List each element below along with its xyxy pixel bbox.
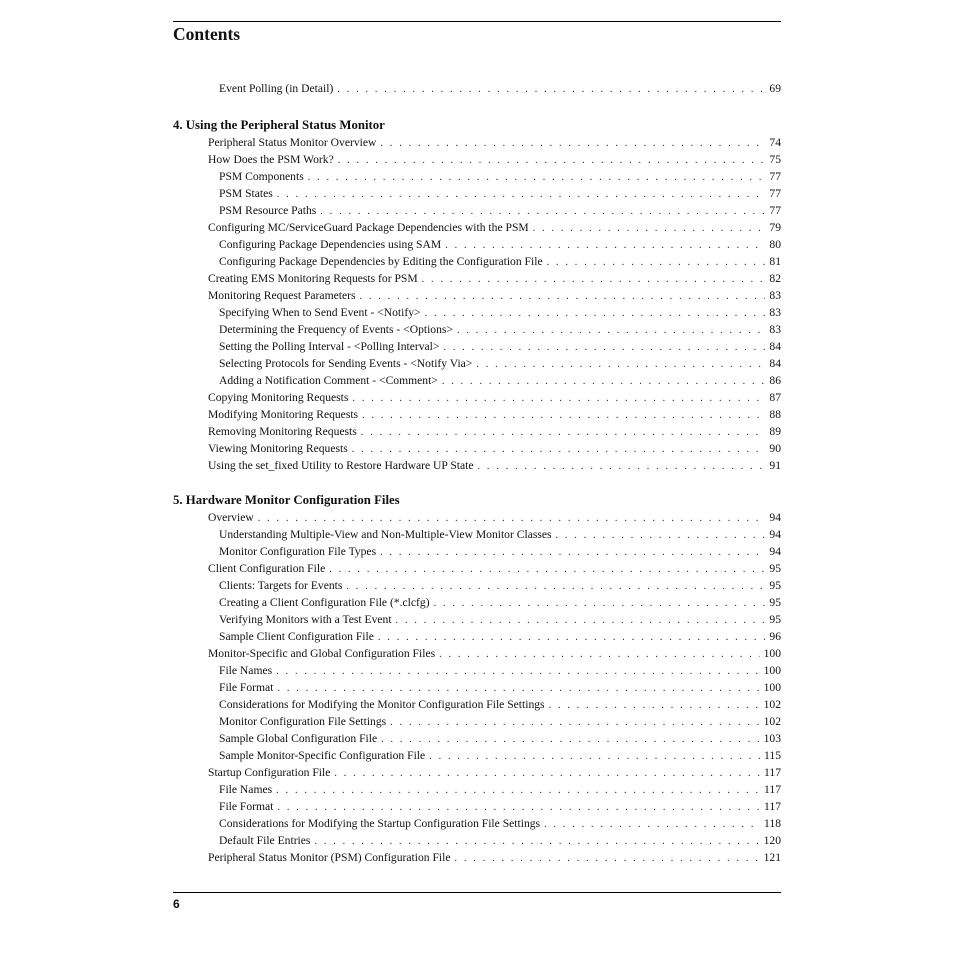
- toc-entry[interactable]: [173, 321, 781, 338]
- dot-leader: [443, 339, 765, 356]
- toc-entry-page: 117: [764, 800, 781, 813]
- toc-entry[interactable]: [173, 764, 781, 781]
- toc-entry-title: File Names: [219, 783, 273, 796]
- toc-entry[interactable]: [173, 696, 781, 713]
- toc-entry-page: 69: [769, 82, 781, 95]
- dot-leader: [378, 629, 766, 646]
- toc-entry[interactable]: [173, 526, 781, 543]
- toc-entry-title: Overview: [208, 511, 254, 524]
- dot-leader: [381, 731, 760, 748]
- toc-entry-page: 84: [769, 340, 781, 353]
- toc-entry[interactable]: [173, 645, 781, 662]
- toc-entry-title: Setting the Polling Interval - <Polling Interval>: [219, 340, 440, 353]
- dot-leader: [556, 527, 766, 544]
- toc-entry-title: Considerations for Modifying the Monitor Configuration File Settings: [219, 698, 545, 711]
- toc-entry[interactable]: [173, 509, 781, 526]
- toc-entry-title: Event Polling (in Detail): [219, 82, 334, 95]
- toc-entry[interactable]: [173, 543, 781, 560]
- toc-entry[interactable]: [173, 287, 781, 304]
- toc-entry-page: 81: [769, 255, 781, 268]
- toc-entry[interactable]: [173, 440, 781, 457]
- toc-entry-title: Peripheral Status Monitor (PSM) Configuration File: [208, 851, 451, 864]
- toc-entry-title: Client Configuration File: [208, 562, 326, 575]
- toc-entry[interactable]: [173, 781, 781, 798]
- toc-entry[interactable]: [173, 168, 781, 185]
- toc-entry-page: 100: [763, 681, 781, 694]
- toc-entry-title: Considerations for Modifying the Startup Configuration File Settings: [219, 817, 541, 830]
- toc-entry[interactable]: [173, 219, 781, 236]
- toc-entry-title: Adding a Notification Comment - <Comment>: [219, 374, 438, 387]
- toc-entry-page: 121: [763, 851, 781, 864]
- dot-leader: [434, 595, 766, 612]
- toc-entry-title: Configuring MC/ServiceGuard Package Dependencies with the PSM: [208, 221, 529, 234]
- dot-leader: [276, 782, 760, 799]
- toc-entry-title: Startup Configuration File: [208, 766, 331, 779]
- dot-leader: [457, 322, 765, 339]
- dot-leader: [308, 169, 766, 186]
- toc-entry-title: Creating a Client Configuration File (*.clcfg): [219, 596, 430, 609]
- toc-entry-page: 95: [769, 613, 781, 626]
- toc-entry[interactable]: [173, 457, 781, 474]
- toc-entry[interactable]: [173, 372, 781, 389]
- dot-leader: [390, 714, 759, 731]
- dot-leader: [277, 799, 760, 816]
- toc-entry-title: File Names: [219, 664, 273, 677]
- chapter-heading[interactable]: 4. Using the Peripheral Status Monitor: [173, 118, 385, 132]
- toc-entry[interactable]: [173, 80, 781, 97]
- toc-entry-page: 86: [769, 374, 781, 387]
- toc-entry[interactable]: [173, 406, 781, 423]
- toc-entry-title: PSM States: [219, 187, 273, 200]
- toc-entry-page: 83: [769, 289, 781, 302]
- dot-leader: [334, 765, 760, 782]
- toc-entry[interactable]: [173, 628, 781, 645]
- toc-entry-title: Viewing Monitoring Requests: [208, 442, 348, 455]
- dot-leader: [544, 816, 760, 833]
- toc-entry-page: 74: [769, 136, 781, 149]
- dot-leader: [547, 254, 766, 271]
- toc-entry[interactable]: [173, 713, 781, 730]
- dot-leader: [439, 646, 760, 663]
- toc-entry[interactable]: [173, 798, 781, 815]
- chapter-4-entries: [173, 134, 781, 474]
- toc-entry[interactable]: [173, 849, 781, 866]
- dot-leader: [277, 186, 766, 203]
- toc-entry-title: Verifying Monitors with a Test Event: [219, 613, 392, 626]
- dot-leader: [352, 390, 765, 407]
- toc-entry-title: Monitor Configuration File Settings: [219, 715, 387, 728]
- toc-entry-title: Clients: Targets for Events: [219, 579, 343, 592]
- toc-entry-title: PSM Resource Paths: [219, 204, 317, 217]
- header-rule: [173, 21, 781, 22]
- toc-entry-title: File Format: [219, 681, 274, 694]
- toc-entry-page: 117: [764, 766, 781, 779]
- toc-entry-page: 100: [763, 664, 781, 677]
- toc-entry-title: Modifying Monitoring Requests: [208, 408, 359, 421]
- toc-entry-page: 100: [763, 647, 781, 660]
- toc-entry[interactable]: [173, 355, 781, 372]
- toc-entry[interactable]: [173, 560, 781, 577]
- toc-entry-page: 79: [769, 221, 781, 234]
- toc-entry-page: 117: [764, 783, 781, 796]
- toc-entry-page: 88: [769, 408, 781, 421]
- chapter-5-entries: [173, 509, 781, 866]
- dot-leader: [258, 510, 766, 527]
- dot-leader: [442, 373, 766, 390]
- dot-leader: [338, 152, 766, 169]
- toc-entry[interactable]: [173, 338, 781, 355]
- toc-entry-page: 83: [769, 323, 781, 336]
- dot-leader: [346, 578, 765, 595]
- table-of-contents: [173, 80, 781, 866]
- toc-entry-page: 96: [769, 630, 781, 643]
- dot-leader: [478, 458, 766, 475]
- toc-entry-title: Using the set_fixed Utility to Restore Hardware UP State: [208, 459, 474, 472]
- dot-leader: [445, 237, 765, 254]
- dot-leader: [380, 544, 765, 561]
- toc-entry-page: 95: [769, 579, 781, 592]
- toc-entry[interactable]: [173, 202, 781, 219]
- toc-entry-page: 77: [769, 204, 781, 217]
- dot-leader: [314, 833, 759, 850]
- toc-entry-page: 83: [769, 306, 781, 319]
- toc-entry-title: Sample Monitor-Specific Configuration File: [219, 749, 426, 762]
- dot-leader: [362, 407, 765, 424]
- toc-entry-title: Specifying When to Send Event - <Notify>: [219, 306, 421, 319]
- toc-entry[interactable]: [173, 236, 781, 253]
- toc-entry-title: Removing Monitoring Requests: [208, 425, 357, 438]
- toc-entry[interactable]: [173, 423, 781, 440]
- toc-entry[interactable]: [173, 662, 781, 679]
- toc-entry-title: Selecting Protocols for Sending Events - <Notify Via>: [219, 357, 473, 370]
- page-title: Contents: [173, 24, 241, 44]
- dot-leader: [425, 305, 766, 322]
- toc-entry[interactable]: [173, 185, 781, 202]
- dot-leader: [329, 561, 765, 578]
- dot-leader: [359, 288, 765, 305]
- toc-entry-page: 120: [763, 834, 781, 847]
- toc-entry[interactable]: [173, 577, 781, 594]
- toc-entry-page: 90: [769, 442, 781, 455]
- toc-entry-title: Creating EMS Monitoring Requests for PSM: [208, 272, 418, 285]
- toc-entry-page: 94: [769, 528, 781, 541]
- chapter-heading[interactable]: 5. Hardware Monitor Configuration Files: [173, 493, 400, 507]
- toc-entry-page: 84: [769, 357, 781, 370]
- dot-leader: [429, 748, 760, 765]
- dot-leader: [380, 135, 765, 152]
- page-number: 6: [173, 897, 180, 911]
- dot-leader: [276, 663, 759, 680]
- toc-entry-page: 94: [769, 511, 781, 524]
- toc-entry[interactable]: [173, 151, 781, 168]
- toc-entry-page: 115: [764, 749, 781, 762]
- toc-entry-title: Configuring Package Dependencies by Editing the Configuration File: [219, 255, 543, 268]
- toc-entry-title: Monitor-Specific and Global Configuration Files: [208, 647, 436, 660]
- dot-leader: [361, 424, 766, 441]
- toc-entry-page: 77: [769, 170, 781, 183]
- toc-entry[interactable]: [173, 730, 781, 747]
- toc-entry-page: 87: [769, 391, 781, 404]
- toc-entry-page: 94: [769, 545, 781, 558]
- document-page: [173, 0, 781, 954]
- toc-entry-page: 75: [769, 153, 781, 166]
- toc-entry-title: How Does the PSM Work?: [208, 153, 334, 166]
- dot-leader: [455, 850, 760, 867]
- toc-entry-title: Monitoring Request Parameters: [208, 289, 356, 302]
- dot-leader: [476, 356, 765, 373]
- dot-leader: [396, 612, 766, 629]
- toc-entry-title: Sample Client Configuration File: [219, 630, 374, 643]
- toc-entry[interactable]: [173, 815, 781, 832]
- toc-entry-page: 91: [769, 459, 781, 472]
- toc-entry-title: Understanding Multiple-View and Non-Multiple-View Monitor Classes: [219, 528, 552, 541]
- toc-entry-title: Copying Monitoring Requests: [208, 391, 349, 404]
- toc-entry-title: Sample Global Configuration File: [219, 732, 378, 745]
- dot-leader: [422, 271, 766, 288]
- toc-entry-title: Configuring Package Dependencies using SAM: [219, 238, 442, 251]
- toc-entry-page: 118: [764, 817, 781, 830]
- toc-entry[interactable]: [173, 253, 781, 270]
- toc-entry[interactable]: [173, 611, 781, 628]
- toc-entry-page: 103: [763, 732, 781, 745]
- toc-entry-page: 95: [769, 596, 781, 609]
- toc-entry-page: 102: [763, 715, 781, 728]
- toc-entry-page: 95: [769, 562, 781, 575]
- toc-entry-title: PSM Components: [219, 170, 304, 183]
- dot-leader: [549, 697, 760, 714]
- toc-entry-title: Default File Entries: [219, 834, 311, 847]
- toc-entry-page: 89: [769, 425, 781, 438]
- footer-rule: [173, 892, 781, 893]
- toc-entry[interactable]: [173, 747, 781, 764]
- toc-entry[interactable]: [173, 134, 781, 151]
- toc-entry[interactable]: [173, 389, 781, 406]
- toc-entry-page: 80: [769, 238, 781, 251]
- toc-entry[interactable]: [173, 304, 781, 321]
- toc-entry[interactable]: [173, 270, 781, 287]
- dot-leader: [320, 203, 765, 220]
- toc-entry[interactable]: [173, 832, 781, 849]
- toc-entry-page: 82: [769, 272, 781, 285]
- toc-entry-page: 102: [763, 698, 781, 711]
- toc-entry-title: File Format: [219, 800, 274, 813]
- toc-entry-page: 77: [769, 187, 781, 200]
- toc-entry[interactable]: [173, 594, 781, 611]
- toc-entry-title: Peripheral Status Monitor Overview: [208, 136, 377, 149]
- toc-entry[interactable]: [173, 679, 781, 696]
- dot-leader: [352, 441, 766, 458]
- toc-entry-title: Monitor Configuration File Types: [219, 545, 377, 558]
- dot-leader: [337, 81, 765, 98]
- toc-entry-title: Determining the Frequency of Events - <Options>: [219, 323, 453, 336]
- dot-leader: [533, 220, 766, 237]
- dot-leader: [277, 680, 759, 697]
